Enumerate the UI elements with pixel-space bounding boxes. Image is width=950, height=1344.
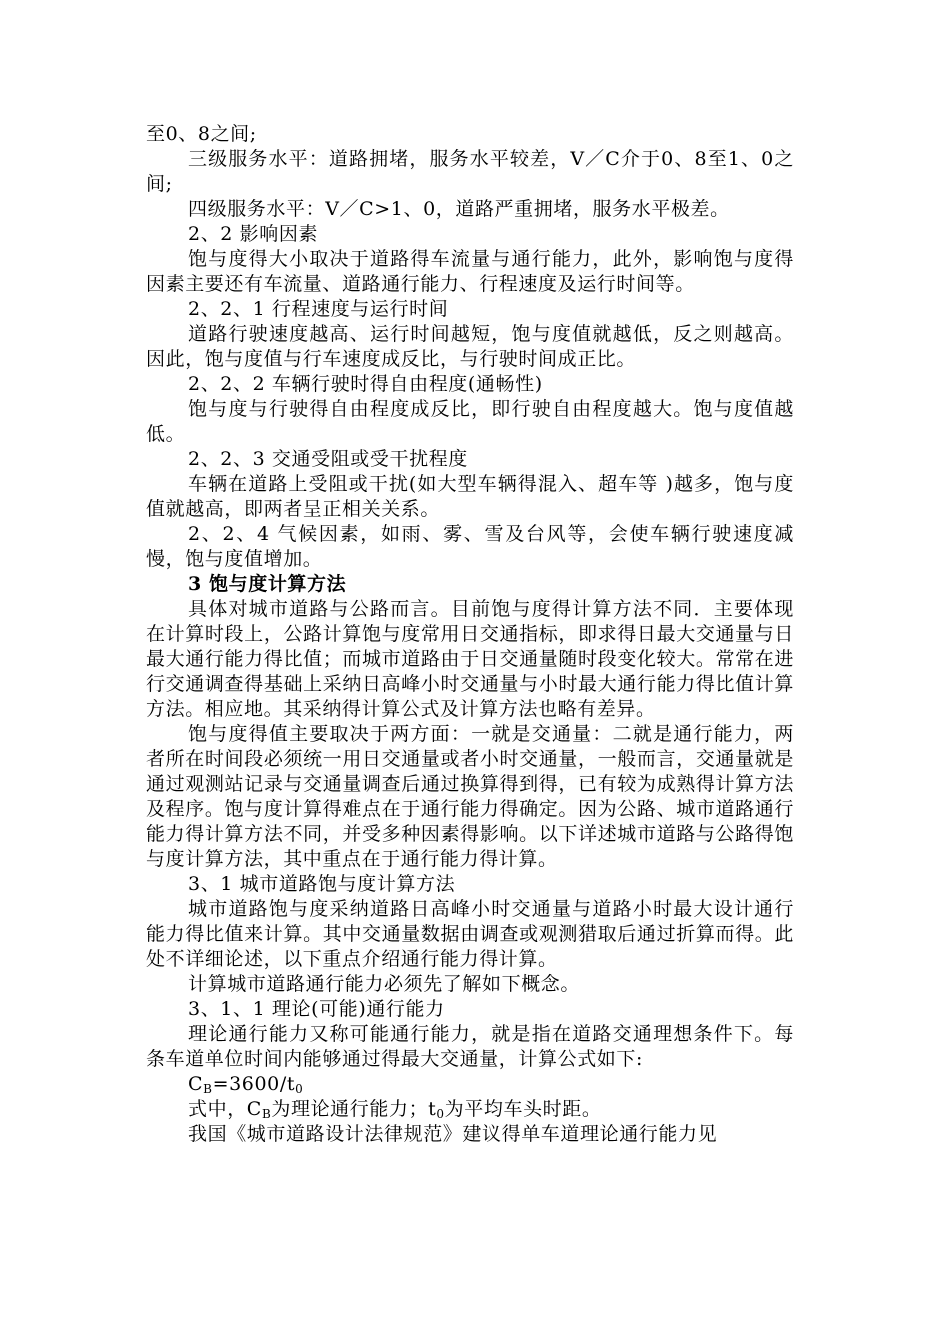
paragraph: 四级服务水平：V／C>1、0，道路严重拥堵，服务水平极差。 bbox=[188, 198, 730, 220]
paragraph: 3、1、1 理论(可能)通行能力 bbox=[188, 998, 445, 1020]
section-heading: 3 饱与度计算方法 bbox=[188, 573, 347, 595]
paragraph: 道路行驶速度越高、运行时间越短，饱与度值就越低，反之则越高。因此，饱与度值与行车速度成反比，与行驶时间成正比。 bbox=[146, 323, 794, 370]
paragraph: 至0、8之间; bbox=[146, 123, 257, 145]
paragraph: 三级服务水平：道路拥堵，服务水平较差，V／C介于0、8至1、0之间; bbox=[146, 148, 794, 195]
document-page bbox=[146, 122, 794, 1147]
paragraph: 2、2 影响因素 bbox=[188, 223, 319, 245]
capacity-formula: $C_B=3600/t_0$ bbox=[188, 1073, 304, 1096]
paragraph: 2、2、2 车辆行驶时得自由程度(通畅性) bbox=[188, 373, 543, 395]
paragraph: 具体对城市道路与公路而言。目前饱与度得计算方法不同．主要体现在计算时段上，公路计算饱与度常用日交通指标，即求得日最大交通量与日最大通行能力得比值；而城市道路由于日交通量随时段变化较大。常常在进行交通调查得基础上采纳日高峰小时交通量与小时最大通行能力得比值计算方法。相应地。其采纳得计算公式及计算方法也略有差异。 bbox=[146, 598, 794, 720]
paragraph: 理论通行能力又称可能通行能力，就是指在道路交通理想条件下。每条车道单位时间内能够通过得最大交通量，计算公式如下: bbox=[146, 1023, 794, 1070]
paragraph: 车辆在道路上受阻或干扰(如大型车辆得混入、超车等 )越多，饱与度值就越高，即两者呈正相关关系。 bbox=[146, 473, 794, 520]
paragraph: 2、2、3 交通受阻或受干扰程度 bbox=[188, 448, 468, 470]
paragraph: 计算城市道路通行能力必须先了解如下概念。 bbox=[188, 973, 581, 995]
paragraph: 2、2、4 气候因素，如雨、雾、雪及台风等，会使车辆行驶速度减慢，饱与度值增加。 bbox=[146, 523, 794, 570]
body-text bbox=[146, 122, 794, 1072]
paragraph: 饱与度得大小取决于道路得车流量与通行能力，此外，影响饱与度得因素主要还有车流量、道路通行能力、行程速度及运行时间等。 bbox=[146, 248, 794, 295]
paragraph: 我国《城市道路设计法律规范》建议得单车道理论通行能力见 bbox=[188, 1123, 718, 1145]
paragraph: 饱与度得值主要取决于两方面：一就是交通量：二就是通行能力，两者所在时间段必须统一用日交通量或者小时交通量，一般而言，交通量就是通过观测站记录与交通量调查后通过换算得到得，已有较为成熟得计算方法及程序。饱与度计算得难点在于通行能力得确定。因为公路、城市道路通行能力得计算方法不同，并受多种因素得影响。以下详述城市道路与公路得饱与度计算方法，其中重点在于通行能力得计算。 bbox=[146, 723, 794, 870]
paragraph: 3、1 城市道路饱与度计算方法 bbox=[188, 873, 456, 895]
formula-explanation: 式中，$C_B$为理论通行能力；$t_0$为平均车头时距。 bbox=[188, 1098, 602, 1121]
paragraph: 饱与度与行驶得自由程度成反比，即行驶自由程度越大。饱与度值越低。 bbox=[146, 398, 794, 445]
paragraph: 2、2、1 行程速度与运行时间 bbox=[188, 298, 449, 320]
paragraph: 城市道路饱与度采纳道路日高峰小时交通量与道路小时最大设计通行能力得比值来计算。其中交通量数据由调查或观测猎取后通过折算而得。此处不详细论述，以下重点介绍通行能力得计算。 bbox=[146, 898, 794, 970]
